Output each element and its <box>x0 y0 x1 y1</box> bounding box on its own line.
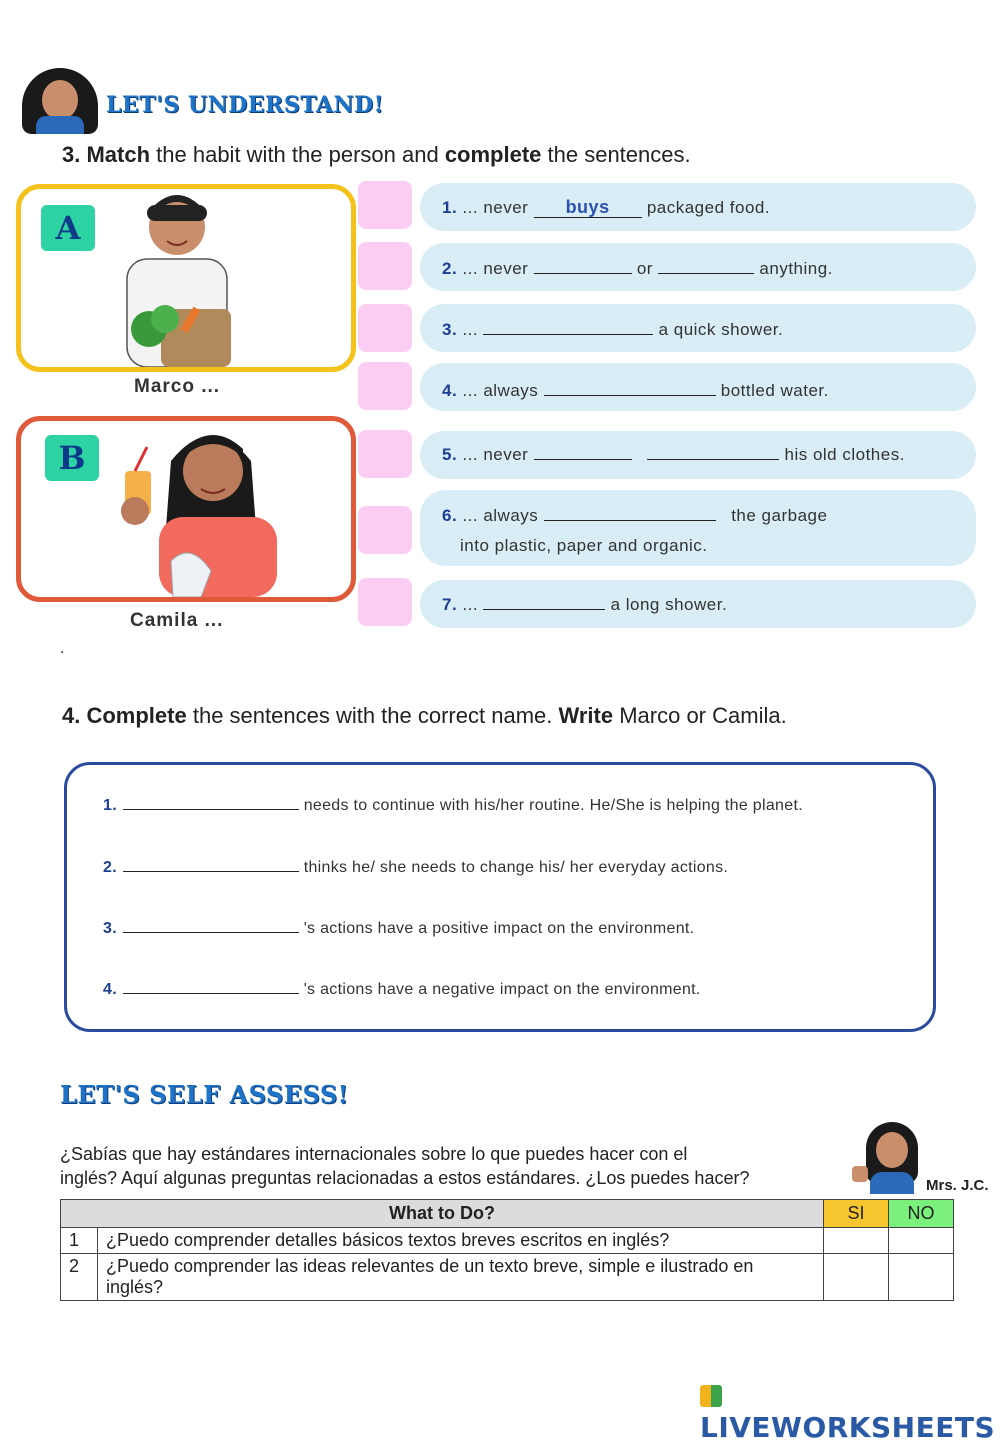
name-blank[interactable] <box>123 918 299 933</box>
instruction-keyword: complete <box>444 142 542 167</box>
self-assess-table <box>60 1199 954 1301</box>
camila-illustration <box>101 421 321 597</box>
exercise-4-item <box>103 857 728 877</box>
header-no: NO <box>889 1200 954 1228</box>
instruction-text: the sentences. <box>541 142 691 167</box>
match-box-1[interactable] <box>358 181 412 229</box>
sentence-text: ... always <box>462 381 539 400</box>
exercise-4-item <box>103 795 803 815</box>
name-blank[interactable] <box>123 979 299 994</box>
sentence-number: 4. <box>442 381 458 400</box>
table-header-row <box>61 1200 954 1228</box>
no-cell[interactable] <box>889 1254 954 1301</box>
item-text: thinks he/ she needs to change his/ her everyday actions. <box>303 859 729 876</box>
name-blank[interactable] <box>123 857 299 872</box>
sentence-text: ... always <box>462 506 539 525</box>
sentence-text: or <box>636 259 653 278</box>
row-question: ¿Puedo comprender las ideas relevantes de un texto breve, simple e ilustrado en inglés? <box>98 1254 824 1301</box>
sentence-text: his old clothes. <box>784 445 905 464</box>
row-number: 1 <box>61 1228 98 1254</box>
answer-blank[interactable] <box>534 445 632 460</box>
exercise-3-instruction <box>62 142 691 168</box>
sentence-number: 7. <box>442 595 458 614</box>
instruction-keyword: Match <box>86 142 151 167</box>
match-box-7[interactable] <box>358 578 412 626</box>
instruction-text: Marco or Camila. <box>613 703 787 728</box>
si-cell[interactable] <box>824 1254 889 1301</box>
sentence-text: ... <box>462 320 479 339</box>
exercise-number: 4. <box>62 703 81 728</box>
sentence-number: 1. <box>442 198 458 217</box>
row-number: 2 <box>61 1254 98 1301</box>
page-title: LET'S UNDERSTAND! <box>106 92 384 118</box>
sentence-6 <box>420 490 976 566</box>
intro-line: ¿Sabías que hay estándares internacionales sobre lo que puedes hacer con el <box>60 1144 688 1164</box>
match-box-3[interactable] <box>358 304 412 352</box>
match-box-2[interactable] <box>358 242 412 290</box>
answer-blank[interactable] <box>658 259 754 274</box>
sentence-text: a quick shower. <box>658 320 784 339</box>
sentence-4 <box>420 363 976 411</box>
si-cell[interactable] <box>824 1228 889 1254</box>
item-text: 's actions have a negative impact on the environment. <box>303 981 701 998</box>
sentence-number: 3. <box>442 320 458 339</box>
sentence-text: into plastic, paper and organic. <box>460 536 708 555</box>
sentence-text: ... <box>462 595 479 614</box>
item-number: 3. <box>103 920 117 937</box>
instruction-keyword: Write <box>558 703 614 728</box>
sentence-2 <box>420 243 976 291</box>
sentence-text: ... never <box>462 198 529 217</box>
sentence-number: 5. <box>442 445 458 464</box>
sentence-7 <box>420 580 976 628</box>
sentence-5 <box>420 431 976 479</box>
letter-badge: A <box>41 205 95 251</box>
teacher-thumbs-up-avatar <box>852 1122 924 1196</box>
match-box-4[interactable] <box>358 362 412 410</box>
logo-text: LIVEWORKSHEETS <box>700 1411 996 1444</box>
person-name-a: Marco ... <box>134 376 221 397</box>
person-card-b <box>16 416 356 602</box>
logo-grid-icon <box>700 1385 722 1407</box>
sentence-number: 2. <box>442 259 458 278</box>
teacher-avatar <box>22 68 98 134</box>
answer-blank[interactable] <box>483 595 605 610</box>
item-number: 4. <box>103 981 117 998</box>
answer-blank[interactable] <box>534 197 642 218</box>
exercise-4-box <box>64 762 936 1032</box>
person-name-b: Camila ... <box>130 610 224 631</box>
item-text: needs to continue with his/her routine. He/She is helping the planet. <box>303 797 803 814</box>
sentence-text: packaged food. <box>646 198 771 217</box>
sentence-text: the garbage <box>731 506 828 525</box>
answer-blank[interactable] <box>647 445 779 460</box>
table-row <box>61 1228 954 1254</box>
row-question: ¿Puedo comprender detalles básicos textos breves escritos en inglés? <box>98 1228 824 1254</box>
match-box-5[interactable] <box>358 430 412 478</box>
liveworksheets-logo <box>700 1378 1000 1444</box>
table-row <box>61 1254 954 1301</box>
item-text: 's actions have a positive impact on the environment. <box>303 920 695 937</box>
self-assess-title: LET'S SELF ASSESS! <box>60 1080 349 1109</box>
instruction-text: the sentences with the correct name. <box>186 703 559 728</box>
instruction-keyword: Complete <box>86 703 187 728</box>
sentence-1 <box>420 183 976 231</box>
sentence-text: ... never <box>462 445 529 464</box>
exercise-4-item <box>103 918 694 938</box>
match-box-6[interactable] <box>358 506 412 554</box>
answer-blank[interactable] <box>544 381 716 396</box>
name-blank[interactable] <box>123 795 299 810</box>
item-number: 1. <box>103 797 117 814</box>
sentence-3 <box>420 304 976 352</box>
sentence-text: bottled water. <box>720 381 829 400</box>
instruction-text: the habit with the person and <box>150 142 445 167</box>
sentence-number: 6. <box>442 506 458 525</box>
intro-line: inglés? Aquí algunas preguntas relacionadas a estos estándares. ¿Los puedes hacer? <box>60 1168 750 1188</box>
exercise-4-item <box>103 979 701 999</box>
marco-illustration <box>91 189 291 367</box>
exercise-4-instruction <box>62 703 787 729</box>
author-name: Mrs. J.C. <box>926 1177 989 1194</box>
header-what-to-do: What to Do? <box>61 1200 824 1228</box>
no-cell[interactable] <box>889 1228 954 1254</box>
letter-badge: B <box>45 435 99 481</box>
person-card-a <box>16 184 356 372</box>
sentence-text: a long shower. <box>610 595 728 614</box>
exercise-number: 3. <box>62 142 81 167</box>
stray-dot: . <box>60 640 65 657</box>
answer-text: buys <box>565 197 610 217</box>
header-si: SI <box>824 1200 889 1228</box>
sentence-text: anything. <box>759 259 833 278</box>
item-number: 2. <box>103 859 117 876</box>
answer-blank[interactable] <box>483 320 653 335</box>
answer-blank[interactable] <box>534 259 632 274</box>
answer-blank[interactable] <box>544 506 716 521</box>
sentence-text: ... never <box>462 259 529 278</box>
self-assess-intro <box>60 1142 749 1190</box>
